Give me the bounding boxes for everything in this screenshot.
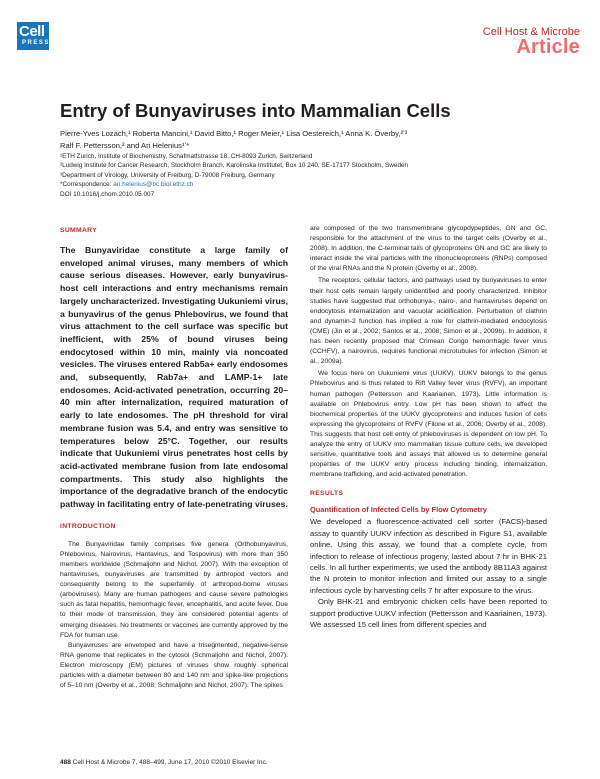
summary-heading: SUMMARY [60, 227, 97, 234]
left-column [60, 227, 288, 691]
article-type-label: Article [516, 36, 580, 58]
authors-line-1: Pierre-Yves Lozach,¹ Roberta Mancini,¹ David Bitto,¹ Roger Meier,¹ Lisa Oestereich,¹ Anna K. Överby,²ʼ³ [60, 129, 408, 138]
authors-line-2: Ralf F. Pettersson,² and Ari Helenius¹ʼ* [60, 141, 190, 150]
summary-text: The Bunyaviridae constitute a large family of enveloped animal viruses, many members of which cause serious diseases. However, early bunyavirus-host cell interactions and entry mechanisms remain largely uncharacterized. Investigating Uukuniemi virus, a bunyavirus of the genus Phlebovirus, we found that virus attachment to the cell surface was specific but inefficient, with 25% of bound viruses being endocytosed within 10 min, mainly via noncoated vesicles. The viruses entered Rab5a+ early endosomes and, subsequently, Rab7a+ and LAMP-1+ late endosomes. Acid-activated penetration, occurring 20–40 min after internalization, required maturation of early to late endosomes. The pH threshold for viral membrane fusion was 5.4, and entry was sensitive to temperatures below 25°C. Together, our results indicate that Uukuniemi virus penetrates host cells by acid-activated membrane fusion from late endosomal compartments. This study also highlights the importance of the degradative branch of the endocytic pathway in facilitating entry of late-penetrating viruses. [60, 245, 288, 510]
page-footer [60, 759, 268, 766]
introduction-heading: INTRODUCTION [60, 522, 116, 530]
affiliation-2: ²Ludwig Institute for Cancer Research, Stockholm Branch, Karolinska Institutet, Box 10 240, SE-17177 Stockholm, Sweden [60, 162, 409, 170]
intro-paragraph-2: Bunyaviruses are enveloped and have a trisegmented, negative-sense RNA genome that replicates in the cytosol (Schmaljohn and Nichol, 2007). Electron microscopy (EM) pictures of viruses show roughly spherical particles with a diameter between 80 and 140 nm and spike-like projections of 5–10 nm (Overby et al., 2008; Schmaljohn and Nichol, 2007). The spikes [60, 641, 288, 690]
logo-sub-text: PRESS [22, 40, 50, 46]
doi: DOI 10.1016/j.chom.2010.05.007 [60, 190, 155, 198]
right-paragraph-1: are composed of the two transmembrane glycopdypeptides, GN and GC, responsible for the attachment of the virus to the target cells (Overby et al., 2008). In addition, the C-terminal tails of glycoproteins GN and GC are likely to interact inside the viral particles with the ribonucleoproteins (RNPs) composed of the viral RNAs and the N protein (Overby et al., 2008). [310, 225, 547, 273]
intro-paragraph-1: The Bunyaviridae family comprises five genera (Orthobunyavirus, Phlebovirus, Nairovirus, Hantavirus, and Tospovirus) with more than 350 members worldwide (Schmaljohn and Nichol, 2007). With the exception of hantaviruses, bunyaviruses are transmitted by arthropod vectors and consequently belong to the superfamily of arthropod-borne viruses (arboviruses). Many are human pathogens and cause severe pathologies such as fatal hepatitis, hemorrhagic fever, encephalitis, and acute fever. Due to their mode of transmission, they are considered potential agents of emerging diseases. No treatments or vaccines are currently approved by the FDA for human use. [60, 540, 288, 639]
footer-citation: Cell Host & Microbe 7, 488–499, June 17, 2010 ©2010 Elsevier Inc. [70, 759, 268, 766]
correspondence [60, 180, 580, 189]
paper-title: Entry of Bunyaviruses into Mammalian Cells [60, 100, 451, 121]
right-column [310, 224, 547, 630]
results-paragraph-2: Only BHK-21 and embryonic chicken cells have been reported to support productive UUKV infection (Pettersson and Kaariainen, 1973). We assessed 15 cell lines from different species and [310, 597, 547, 629]
correspondence-label: *Correspondence: [60, 181, 114, 189]
logo-main-text: Cell [19, 23, 45, 40]
summary-block [60, 244, 288, 511]
right-paragraph-2: The receptors, cellular factors, and pathways used by bunyaviruses to enter their host cells remain largely unidentified and poorly characterized. Inhibitor studies have suggested that orthobunya-, nairo-, and hantaviruses depend on endocytosis internalization and vacuolar acidification. Perturbation of clathrin and dynamin-2 function has implied a role for clathrin-mediated endocytosis (CME) (Jin et al., 2002; Santos et al., 2008; Simon et al., 2009b). In addition, it has been recently proposed that Crimean Congo hemorrhagic fever virus (CCHFV), a nairovirus, requires functional microtubules for infection (Simon et al., 2009a). [310, 277, 547, 366]
results-paragraph-1: We developed a fluorescence-activated cell sorter (FACS)-based assay to quantify UUKV infection as described in Figure S1, available online. Using this assay, we found that a complete cycle, from infection to release of infectious progeny, lasted about 7 hr in BHK-21 cells. In all further experiments, we used the antibody 8B11A3 against the N protein to monitor infection and limited our assay to a single infectious cycle by harvesting cells 7 hr after exposure to the virus. [310, 517, 547, 595]
right-paragraph-3: We focus here on Uukuniemi virus (UUKV). UUKV belongs to the genus Phlebovirus and is thus related to Rift Valley fever virus (RVFV), an important human pathogen (Pettersson and Kaariainen, 1973). Little information is available on Phlebovirus entry. Low pH has been shown to affect the biochemical properties of the UUKV glycoproteins and induces fusion of cells expressing the glycoproteins of RVFV (Filone et al., 2006; Overby et al., 2008). This suggests that host cell entry of phleboviruses is dependent on low pH. To analyze the entry of UUKV into mammalian tissue culture cells, we developed sensitive, quantitative tools and assays that allowed us to determine general properties of the UUKV entry process including binding, internalization, membrane trafficking, and acid-activated penetration. [310, 370, 547, 479]
affiliation-3: ³Department of Virology, University of Freiburg, D-79008 Freiburg, Germany [60, 171, 275, 179]
journal-name: Cell Host & Microbe [482, 26, 580, 38]
page-number: 488 [60, 759, 71, 766]
cell-press-logo [17, 22, 49, 50]
results-heading: RESULTS [310, 490, 344, 498]
correspondence-email-link[interactable]: ari.helenius@bc.biol.ethz.ch [113, 181, 194, 189]
affiliation-1: ¹ETH Zurich, Institute of Biochemistry, Schafmattstrasse 18, CH-8093 Zurich, Switzerland [60, 153, 313, 160]
front-matter [60, 128, 580, 199]
results-subheading: Quantification of Infected Cells by Flow Cytometry [310, 505, 487, 515]
